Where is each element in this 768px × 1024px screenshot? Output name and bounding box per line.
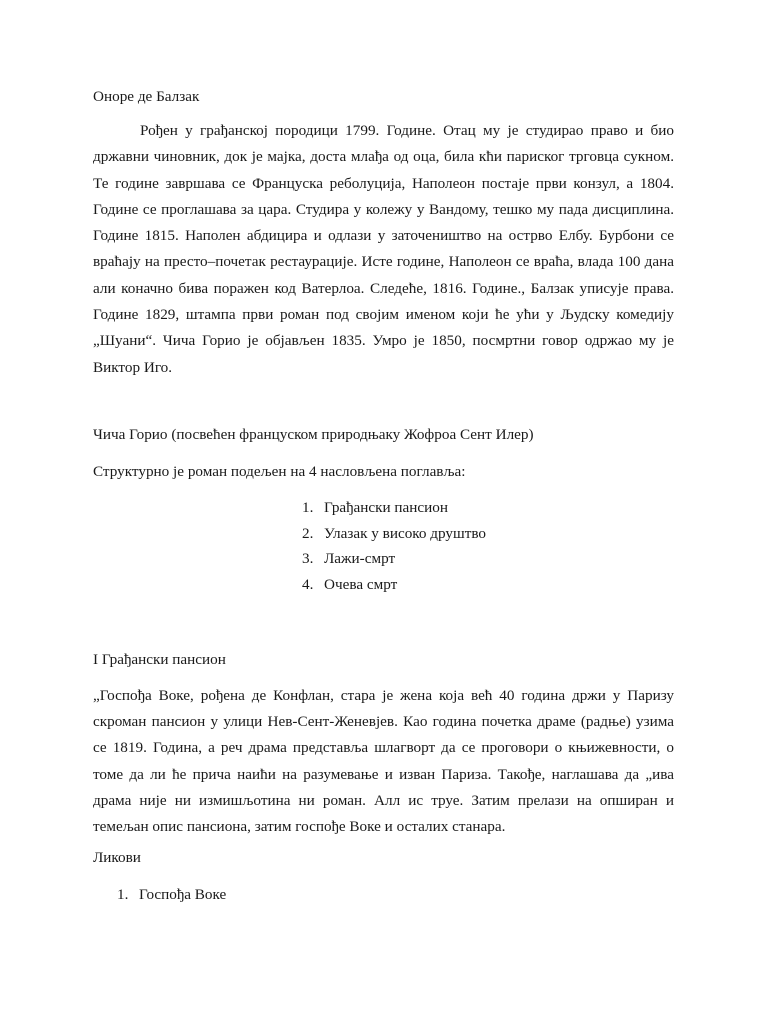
list-item-label: Грађански пансион [324, 499, 448, 516]
list-item-number: 1. [302, 499, 314, 516]
document-title: Оноре де Балзак [93, 88, 200, 105]
list-item-label: Лажи-смрт [324, 550, 396, 567]
structure-intro: Структурно је роман подељен на 4 насловљена поглавља: [93, 463, 466, 480]
characters-heading: Ликови [93, 849, 141, 866]
list-item [302, 549, 486, 575]
list-item-number: 1. [117, 886, 129, 903]
list-item-number: 4. [302, 575, 314, 593]
list-item-label: Очева смрт [324, 575, 398, 593]
list-item-label: Госпођа Воке [139, 886, 227, 903]
list-item-label: Улазак у високо друштво [324, 524, 487, 542]
list-item-number: 2. [302, 524, 314, 542]
list-item [302, 524, 486, 550]
section-paragraph: „Госпођа Воке, рођена де Конфлан, стара је жена која већ 40 година држи у Паризу скроман пансион у улици Нев-Сент-Женевјев. Као година почетка драме (радње) узима се 1819. Година, а реч драма представља шлагворт да се проговори о књижевности, о томе да ли ће прича наићи на разумевање и изван Париза. Такође, наглашава да „ива драма није ни измишљотина ни роман. Алл ис труе. Затим прелази на опширан и темељан опис пансиона, затим госпође Воке и осталих станара. [93, 687, 674, 836]
list-item [302, 498, 486, 524]
list-item [302, 575, 486, 601]
characters-list [117, 885, 226, 911]
novel-heading: Чича Горио (посвећен француском природњаку Жофроа Сент Илер) [93, 426, 534, 443]
section-heading: I Грађански пансион [93, 651, 226, 668]
list-item [117, 885, 226, 911]
chapter-list [302, 498, 486, 600]
list-item-number: 3. [302, 550, 314, 567]
biography-paragraph: Рођен у грађанској породици 1799. Године. Отац му је студирао право и био државни чиновник, док је мајка, доста млађа од оца, била кћи париског трговца сукном. Те године завршава се Француска реболуција, Наполеон постаје први конзул, а 1804. Године се проглашава за цара. Студира у колежу у Вандому, тешко му пада дисциплина. Године 1815. Наполен абдицира и одлази у заточеништво на острво Елбу. Бурбони се враћају на престо–почетак рестаурације. Исте године, Наполеон се враћа, влада 100 дана али коначно бива поражен код Ватерлоа. Следеће, 1816. Године., Балзак уписује права. Године 1829, штампа први роман под својим именом који ће ући у Људску комедију „Шуани“. Чича Горио је објављен 1835. Умро је 1850, посмртни говор одржао му је Виктор Иго. [93, 122, 674, 376]
